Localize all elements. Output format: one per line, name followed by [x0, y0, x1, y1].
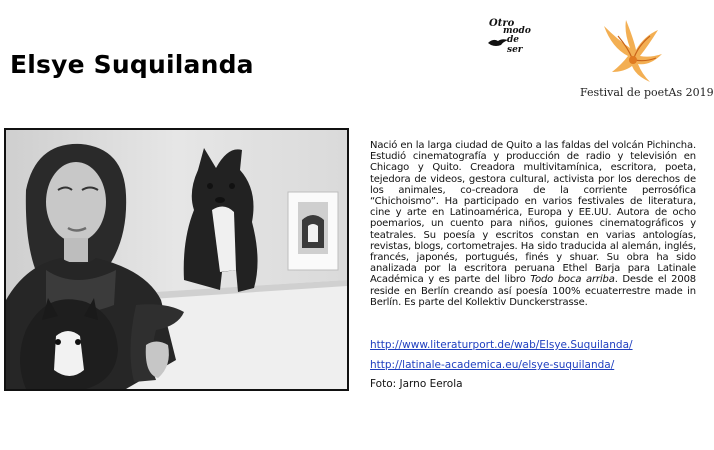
festival-label: Festival de poetAs 2019: [580, 86, 714, 99]
logo-otro-word: Otro: [489, 18, 515, 29]
otro-modo-de-ser-logo: [487, 18, 531, 55]
festival-bird-logo-icon: [598, 18, 668, 88]
bio-part-2: . Desde el 2008 reside en Berlín creando así poesía 100% ecuaterrestre made in Berlín. Es parte del Kollektiv Dunckerstrasse.: [370, 274, 696, 308]
logo-deser-word: de ser: [507, 35, 523, 55]
bio-part-1: Nació en la larga ciudad de Quito a las faldas del volcán Pichincha. Estudió cinematografía y producción de radio y televisión en Chicago y Quito. Creadora multivitamínica, escritora, poeta, tejedora de videos, gestora cultural, activista por los derechos de los animales, co-creadora de la corriente perrosófica “Chichoismo”. Ha participado en varios festivales de literatura, cine y arte en Latinoamérica, Europa y EE.UU. Autora de ocho poemarios, un cuento para niños, guiones cinematográficos y teatrales. Su poesía y escritos constan en varias antologías, revistas, blogs, cortometrajes. Ha sido traducida al alemán, inglés, francés, japonés, portugués, finés y shuar. Su obra ha sido analizada por la escritora peruana Ethel Barja para Latinale Académica y es parte del libro: [370, 140, 696, 286]
latinale-link[interactable]: http://latinale-academica.eu/elsye-suquilanda/: [370, 359, 615, 371]
bird-silhouette-icon: [487, 36, 509, 48]
literaturport-link[interactable]: http://www.literaturport.de/wab/Elsye.Suquilanda/: [370, 339, 633, 351]
author-photo: [4, 128, 349, 391]
book-title: Todo boca arriba: [530, 274, 615, 286]
logo-modo-word: modo: [503, 26, 531, 36]
photo-credit: Foto: Jarno Eerola: [370, 378, 463, 390]
page-title: Elsye Suquilanda: [10, 50, 254, 79]
biography-text: [370, 140, 696, 308]
